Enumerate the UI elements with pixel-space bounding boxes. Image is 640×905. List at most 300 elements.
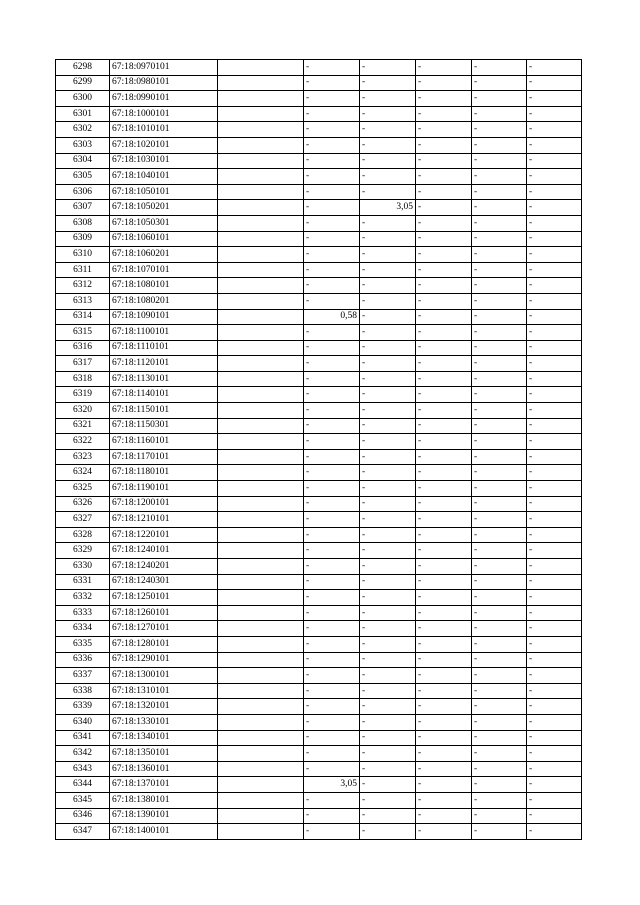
table-row <box>56 808 582 824</box>
value-cell-3: - <box>416 247 472 263</box>
value-cell-2: - <box>360 496 416 512</box>
value-cell-5: - <box>527 683 582 699</box>
value-cell-3: - <box>416 808 472 824</box>
value-cell-3: - <box>416 590 472 606</box>
cadastral-code-cell: 67:18:1110101 <box>110 340 218 356</box>
value-cell-2: - <box>360 824 416 840</box>
empty-cell <box>218 418 304 434</box>
value-cell-2: - <box>360 465 416 481</box>
cadastral-code-cell: 67:18:1220101 <box>110 527 218 543</box>
value-cell-2: - <box>360 699 416 715</box>
empty-cell <box>218 621 304 637</box>
empty-cell <box>218 278 304 294</box>
value-cell-1: - <box>304 792 360 808</box>
value-cell-4: - <box>472 278 527 294</box>
table-row <box>56 512 582 528</box>
empty-cell <box>218 465 304 481</box>
table-row <box>56 153 582 169</box>
value-cell-1: - <box>304 590 360 606</box>
value-cell-3: - <box>416 371 472 387</box>
value-cell-1: - <box>304 481 360 497</box>
value-cell-4: - <box>472 434 527 450</box>
value-cell-3: - <box>416 683 472 699</box>
value-cell-5: - <box>527 449 582 465</box>
value-cell-4: - <box>472 340 527 356</box>
value-cell-2: 3,05 <box>360 200 416 216</box>
value-cell-4: - <box>472 200 527 216</box>
value-cell-3: - <box>416 621 472 637</box>
row-number-cell: 6327 <box>56 512 110 528</box>
value-cell-4: - <box>472 403 527 419</box>
value-cell-3: - <box>416 574 472 590</box>
empty-cell <box>218 434 304 450</box>
value-cell-2: - <box>360 387 416 403</box>
table-row <box>56 449 582 465</box>
cadastral-code-cell: 67:18:1140101 <box>110 387 218 403</box>
value-cell-5: - <box>527 777 582 793</box>
value-cell-1: - <box>304 418 360 434</box>
value-cell-2: - <box>360 761 416 777</box>
value-cell-3: - <box>416 496 472 512</box>
cadastral-code-cell: 67:18:1260101 <box>110 605 218 621</box>
value-cell-1: - <box>304 278 360 294</box>
row-number-cell: 6326 <box>56 496 110 512</box>
table-row <box>56 184 582 200</box>
value-cell-1: - <box>304 106 360 122</box>
value-cell-4: - <box>472 231 527 247</box>
row-number-cell: 6324 <box>56 465 110 481</box>
value-cell-5: - <box>527 122 582 138</box>
value-cell-3: - <box>416 652 472 668</box>
value-cell-1: - <box>304 434 360 450</box>
value-cell-3: - <box>416 699 472 715</box>
value-cell-4: - <box>472 668 527 684</box>
cadastral-code-cell: 67:18:1290101 <box>110 652 218 668</box>
value-cell-5: - <box>527 184 582 200</box>
empty-cell <box>218 387 304 403</box>
value-cell-5: - <box>527 527 582 543</box>
value-cell-3: - <box>416 605 472 621</box>
value-cell-5: - <box>527 465 582 481</box>
value-cell-4: - <box>472 153 527 169</box>
value-cell-2: - <box>360 543 416 559</box>
value-cell-5: - <box>527 215 582 231</box>
value-cell-3: - <box>416 512 472 528</box>
value-cell-1: - <box>304 761 360 777</box>
table-row <box>56 824 582 840</box>
row-number-cell: 6320 <box>56 403 110 419</box>
table-row <box>56 91 582 107</box>
row-number-cell: 6306 <box>56 184 110 200</box>
empty-cell <box>218 309 304 325</box>
value-cell-5: - <box>527 652 582 668</box>
value-cell-3: - <box>416 325 472 341</box>
empty-cell <box>218 559 304 575</box>
value-cell-5: - <box>527 91 582 107</box>
value-cell-4: - <box>472 325 527 341</box>
value-cell-1: - <box>304 215 360 231</box>
cadastral-code-cell: 67:18:1030101 <box>110 153 218 169</box>
cadastral-code-cell: 67:18:1300101 <box>110 668 218 684</box>
value-cell-2: - <box>360 122 416 138</box>
value-cell-3: - <box>416 106 472 122</box>
table-row <box>56 247 582 263</box>
value-cell-1: - <box>304 371 360 387</box>
value-cell-2: - <box>360 340 416 356</box>
cadastral-table <box>55 59 582 840</box>
table-row <box>56 714 582 730</box>
cadastral-code-cell: 67:18:1050101 <box>110 184 218 200</box>
cadastral-code-cell: 67:18:1120101 <box>110 356 218 372</box>
value-cell-5: - <box>527 356 582 372</box>
empty-cell <box>218 496 304 512</box>
value-cell-3: - <box>416 824 472 840</box>
cadastral-code-cell: 67:18:1060201 <box>110 247 218 263</box>
empty-cell <box>218 60 304 76</box>
value-cell-2: - <box>360 792 416 808</box>
value-cell-3: - <box>416 91 472 107</box>
value-cell-5: - <box>527 512 582 528</box>
value-cell-4: - <box>472 465 527 481</box>
row-number-cell: 6314 <box>56 309 110 325</box>
row-number-cell: 6340 <box>56 714 110 730</box>
value-cell-2: - <box>360 449 416 465</box>
value-cell-2: - <box>360 683 416 699</box>
value-cell-5: - <box>527 137 582 153</box>
value-cell-5: - <box>527 325 582 341</box>
value-cell-1: - <box>304 60 360 76</box>
table-row <box>56 200 582 216</box>
value-cell-2: - <box>360 808 416 824</box>
value-cell-4: - <box>472 137 527 153</box>
value-cell-2: - <box>360 293 416 309</box>
empty-cell <box>218 137 304 153</box>
table-row <box>56 652 582 668</box>
cadastral-code-cell: 67:18:1100101 <box>110 325 218 341</box>
value-cell-4: - <box>472 527 527 543</box>
value-cell-2: - <box>360 215 416 231</box>
cadastral-code-cell: 67:18:1200101 <box>110 496 218 512</box>
value-cell-2: - <box>360 169 416 185</box>
value-cell-1: - <box>304 200 360 216</box>
cadastral-code-cell: 67:18:1350101 <box>110 746 218 762</box>
value-cell-3: - <box>416 309 472 325</box>
empty-cell <box>218 106 304 122</box>
row-number-cell: 6341 <box>56 730 110 746</box>
value-cell-4: - <box>472 169 527 185</box>
value-cell-2: - <box>360 714 416 730</box>
row-number-cell: 6321 <box>56 418 110 434</box>
row-number-cell: 6336 <box>56 652 110 668</box>
value-cell-2: - <box>360 527 416 543</box>
value-cell-1: - <box>304 449 360 465</box>
value-cell-4: - <box>472 387 527 403</box>
value-cell-4: - <box>472 824 527 840</box>
value-cell-1: - <box>304 231 360 247</box>
row-number-cell: 6346 <box>56 808 110 824</box>
value-cell-2: - <box>360 106 416 122</box>
value-cell-5: - <box>527 730 582 746</box>
value-cell-2: - <box>360 605 416 621</box>
value-cell-5: - <box>527 496 582 512</box>
value-cell-4: - <box>472 559 527 575</box>
row-number-cell: 6311 <box>56 262 110 278</box>
cadastral-code-cell: 67:18:1280101 <box>110 636 218 652</box>
value-cell-4: - <box>472 636 527 652</box>
row-number-cell: 6334 <box>56 621 110 637</box>
empty-cell <box>218 824 304 840</box>
table-row <box>56 75 582 91</box>
row-number-cell: 6304 <box>56 153 110 169</box>
empty-cell <box>218 527 304 543</box>
empty-cell <box>218 652 304 668</box>
value-cell-2: - <box>360 730 416 746</box>
empty-cell <box>218 215 304 231</box>
empty-cell <box>218 356 304 372</box>
value-cell-1: - <box>304 91 360 107</box>
value-cell-4: - <box>472 60 527 76</box>
value-cell-3: - <box>416 356 472 372</box>
value-cell-1: - <box>304 527 360 543</box>
row-number-cell: 6332 <box>56 590 110 606</box>
value-cell-5: - <box>527 60 582 76</box>
table-row <box>56 403 582 419</box>
value-cell-1: - <box>304 559 360 575</box>
cadastral-code-cell: 67:18:1340101 <box>110 730 218 746</box>
value-cell-1: 3,05 <box>304 777 360 793</box>
row-number-cell: 6317 <box>56 356 110 372</box>
value-cell-5: - <box>527 262 582 278</box>
table-row <box>56 683 582 699</box>
value-cell-5: - <box>527 792 582 808</box>
value-cell-2: - <box>360 481 416 497</box>
value-cell-2: - <box>360 559 416 575</box>
table-row <box>56 777 582 793</box>
value-cell-5: - <box>527 75 582 91</box>
value-cell-3: - <box>416 75 472 91</box>
value-cell-5: - <box>527 636 582 652</box>
row-number-cell: 6337 <box>56 668 110 684</box>
value-cell-5: - <box>527 200 582 216</box>
cadastral-code-cell: 67:18:0970101 <box>110 60 218 76</box>
value-cell-1: - <box>304 340 360 356</box>
row-number-cell: 6345 <box>56 792 110 808</box>
value-cell-5: - <box>527 434 582 450</box>
table-row <box>56 699 582 715</box>
value-cell-4: - <box>472 746 527 762</box>
cadastral-code-cell: 67:18:1400101 <box>110 824 218 840</box>
value-cell-5: - <box>527 746 582 762</box>
value-cell-2: - <box>360 512 416 528</box>
value-cell-5: - <box>527 699 582 715</box>
value-cell-4: - <box>472 808 527 824</box>
value-cell-1: - <box>304 652 360 668</box>
value-cell-3: - <box>416 481 472 497</box>
row-number-cell: 6307 <box>56 200 110 216</box>
value-cell-3: - <box>416 636 472 652</box>
value-cell-4: - <box>472 122 527 138</box>
value-cell-1: - <box>304 403 360 419</box>
value-cell-5: - <box>527 714 582 730</box>
value-cell-3: - <box>416 668 472 684</box>
row-number-cell: 6300 <box>56 91 110 107</box>
value-cell-4: - <box>472 106 527 122</box>
row-number-cell: 6318 <box>56 371 110 387</box>
value-cell-1: - <box>304 262 360 278</box>
value-cell-4: - <box>472 652 527 668</box>
table-row <box>56 543 582 559</box>
value-cell-3: - <box>416 122 472 138</box>
value-cell-1: - <box>304 247 360 263</box>
table-body <box>56 60 582 840</box>
value-cell-3: - <box>416 559 472 575</box>
row-number-cell: 6338 <box>56 683 110 699</box>
value-cell-3: - <box>416 777 472 793</box>
value-cell-1: - <box>304 605 360 621</box>
value-cell-4: - <box>472 761 527 777</box>
value-cell-2: - <box>360 278 416 294</box>
table-row <box>56 231 582 247</box>
empty-cell <box>218 75 304 91</box>
row-number-cell: 6335 <box>56 636 110 652</box>
value-cell-4: - <box>472 371 527 387</box>
table-row <box>56 371 582 387</box>
row-number-cell: 6302 <box>56 122 110 138</box>
value-cell-3: - <box>416 169 472 185</box>
value-cell-4: - <box>472 730 527 746</box>
value-cell-1: - <box>304 293 360 309</box>
value-cell-2: - <box>360 137 416 153</box>
empty-cell <box>218 746 304 762</box>
empty-cell <box>218 792 304 808</box>
row-number-cell: 6305 <box>56 169 110 185</box>
empty-cell <box>218 761 304 777</box>
value-cell-3: - <box>416 418 472 434</box>
value-cell-5: - <box>527 418 582 434</box>
table-row <box>56 137 582 153</box>
value-cell-5: - <box>527 231 582 247</box>
row-number-cell: 6343 <box>56 761 110 777</box>
empty-cell <box>218 262 304 278</box>
row-number-cell: 6331 <box>56 574 110 590</box>
cadastral-code-cell: 67:18:1150301 <box>110 418 218 434</box>
value-cell-5: - <box>527 153 582 169</box>
value-cell-2: - <box>360 668 416 684</box>
row-number-cell: 6344 <box>56 777 110 793</box>
cadastral-code-cell: 67:18:1250101 <box>110 590 218 606</box>
empty-cell <box>218 683 304 699</box>
cadastral-code-cell: 67:18:1130101 <box>110 371 218 387</box>
empty-cell <box>218 200 304 216</box>
value-cell-2: - <box>360 231 416 247</box>
value-cell-5: - <box>527 169 582 185</box>
table-row <box>56 122 582 138</box>
value-cell-3: - <box>416 231 472 247</box>
table-row <box>56 605 582 621</box>
value-cell-2: - <box>360 652 416 668</box>
table-row <box>56 434 582 450</box>
value-cell-1: - <box>304 496 360 512</box>
value-cell-2: - <box>360 371 416 387</box>
value-cell-4: - <box>472 512 527 528</box>
row-number-cell: 6330 <box>56 559 110 575</box>
cadastral-code-cell: 67:18:1170101 <box>110 449 218 465</box>
value-cell-1: - <box>304 387 360 403</box>
row-number-cell: 6328 <box>56 527 110 543</box>
empty-cell <box>218 169 304 185</box>
empty-cell <box>218 122 304 138</box>
value-cell-1: - <box>304 808 360 824</box>
value-cell-1: - <box>304 512 360 528</box>
value-cell-5: - <box>527 808 582 824</box>
table-row <box>56 527 582 543</box>
value-cell-2: - <box>360 590 416 606</box>
value-cell-1: - <box>304 683 360 699</box>
value-cell-1: - <box>304 184 360 200</box>
value-cell-4: - <box>472 247 527 263</box>
cadastral-code-cell: 67:18:1330101 <box>110 714 218 730</box>
empty-cell <box>218 636 304 652</box>
table-row <box>56 262 582 278</box>
value-cell-5: - <box>527 481 582 497</box>
value-cell-4: - <box>472 621 527 637</box>
value-cell-4: - <box>472 262 527 278</box>
value-cell-4: - <box>472 496 527 512</box>
value-cell-5: - <box>527 761 582 777</box>
cadastral-code-cell: 67:18:1190101 <box>110 481 218 497</box>
cadastral-code-cell: 67:18:1360101 <box>110 761 218 777</box>
row-number-cell: 6322 <box>56 434 110 450</box>
value-cell-1: - <box>304 153 360 169</box>
table-row <box>56 356 582 372</box>
value-cell-3: - <box>416 293 472 309</box>
table-row <box>56 559 582 575</box>
value-cell-2: - <box>360 60 416 76</box>
table-row <box>56 60 582 76</box>
empty-cell <box>218 730 304 746</box>
value-cell-2: - <box>360 75 416 91</box>
empty-cell <box>218 590 304 606</box>
table-row <box>56 278 582 294</box>
row-number-cell: 6309 <box>56 231 110 247</box>
empty-cell <box>218 777 304 793</box>
value-cell-1: - <box>304 574 360 590</box>
row-number-cell: 6298 <box>56 60 110 76</box>
cadastral-code-cell: 67:18:1370101 <box>110 777 218 793</box>
row-number-cell: 6319 <box>56 387 110 403</box>
value-cell-1: - <box>304 356 360 372</box>
cadastral-code-cell: 67:18:1060101 <box>110 231 218 247</box>
cadastral-code-cell: 67:18:1320101 <box>110 699 218 715</box>
value-cell-5: - <box>527 543 582 559</box>
cadastral-code-cell: 67:18:1240301 <box>110 574 218 590</box>
cadastral-code-cell: 67:18:0990101 <box>110 91 218 107</box>
row-number-cell: 6342 <box>56 746 110 762</box>
empty-cell <box>218 449 304 465</box>
value-cell-2: - <box>360 91 416 107</box>
cadastral-code-cell: 67:18:1020101 <box>110 137 218 153</box>
empty-cell <box>218 668 304 684</box>
value-cell-2: - <box>360 418 416 434</box>
cadastral-code-cell: 67:18:1310101 <box>110 683 218 699</box>
value-cell-2: - <box>360 325 416 341</box>
value-cell-3: - <box>416 761 472 777</box>
value-cell-3: - <box>416 714 472 730</box>
table-row <box>56 792 582 808</box>
value-cell-3: - <box>416 403 472 419</box>
value-cell-1: - <box>304 465 360 481</box>
table-row <box>56 106 582 122</box>
